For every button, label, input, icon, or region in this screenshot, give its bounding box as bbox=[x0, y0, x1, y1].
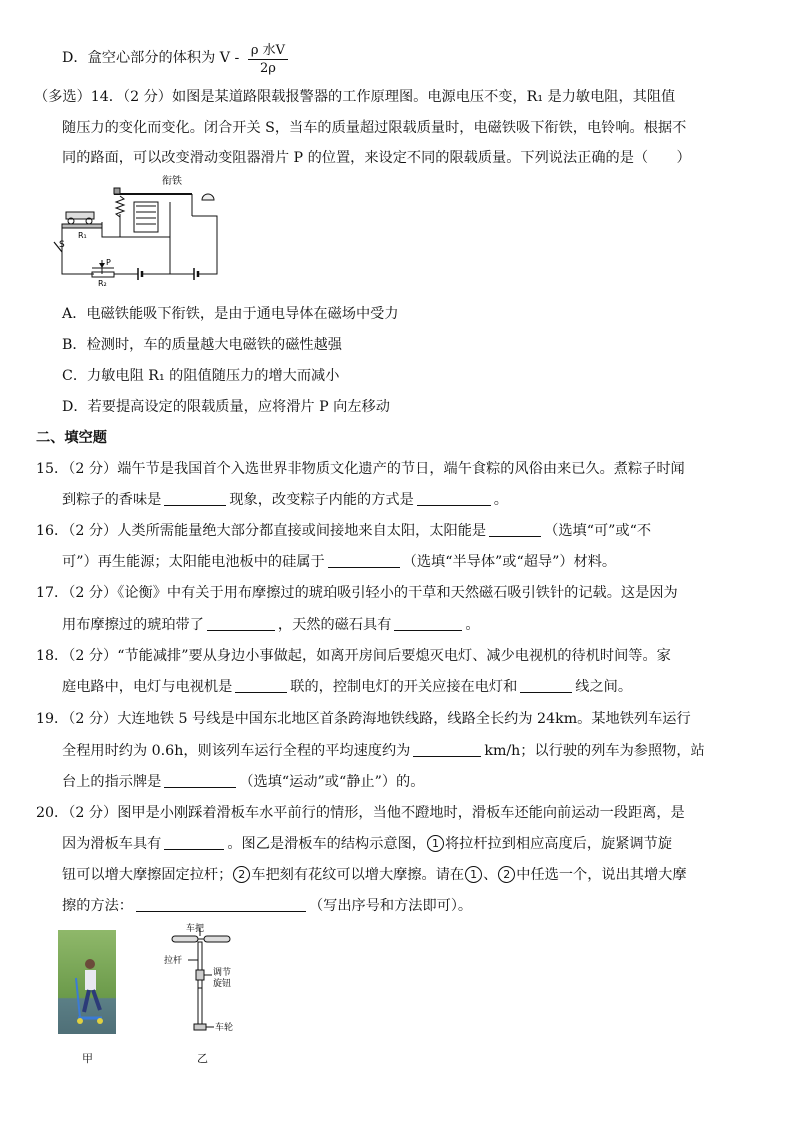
q16-text: （选填“半导体”或“超导”）材料。 bbox=[402, 554, 617, 570]
scooter-photo bbox=[58, 930, 116, 1034]
q18-text: 庭电路中，电灯与电视机是 bbox=[62, 679, 233, 695]
answer-blank[interactable] bbox=[235, 678, 287, 693]
q17-text: ，天然的磁石具有 bbox=[277, 617, 392, 633]
q17-text: 。 bbox=[465, 617, 480, 633]
q19-line3 bbox=[62, 772, 424, 792]
q18-text: 联的，控制电灯的开关应接在电灯和 bbox=[290, 679, 518, 695]
scooter-structure-figure bbox=[160, 922, 260, 1042]
section-title: 二、填空题 bbox=[36, 430, 107, 446]
circled-number: 2 bbox=[498, 866, 515, 883]
child-on-scooter-image bbox=[58, 930, 116, 1034]
q20-text: （写出序号和方法即可）。 bbox=[308, 898, 473, 914]
q20-text: 将拉杆拉到相应高度后，旋紧调节旋 bbox=[444, 836, 672, 852]
answer-blank[interactable] bbox=[520, 678, 572, 693]
handlebar-right bbox=[204, 936, 230, 942]
label-p: P bbox=[106, 258, 111, 267]
q20-text: 、 bbox=[483, 867, 498, 883]
circled-number: 2 bbox=[233, 866, 250, 883]
circled-number: 1 bbox=[427, 835, 444, 852]
q19-text: 台上的指示牌是 bbox=[62, 774, 162, 790]
fraction-numerator: ρ 水V bbox=[248, 42, 288, 60]
q15-text: 到粽子的香味是 bbox=[62, 492, 162, 508]
q14-option-c[interactable]: C．力敏电阻 R₁ 的阻值随压力的增大而减小 bbox=[62, 368, 340, 384]
answer-blank[interactable] bbox=[328, 553, 400, 568]
label-r1: R₁ bbox=[78, 231, 87, 240]
figure-label-jia: 甲 bbox=[82, 1052, 93, 1065]
r2-rheostat bbox=[92, 272, 114, 277]
spring bbox=[116, 196, 124, 217]
q20-text: 中任选一个，说出其增大摩 bbox=[516, 867, 687, 883]
q19-text: 全程用时约为 0.6h，则该列车运行全程的平均速度约为 bbox=[62, 743, 411, 759]
bell bbox=[202, 194, 214, 200]
q20-text: 因为滑板车具有 bbox=[62, 836, 162, 852]
q20-line4 bbox=[62, 896, 472, 916]
answer-blank[interactable] bbox=[394, 616, 462, 631]
q16-text: 16．（2 分）人类所需能量绝大部分都直接或间接地来自太阳，太阳能是 bbox=[36, 523, 487, 539]
adjust-knob bbox=[196, 970, 204, 980]
q16-line1 bbox=[36, 521, 651, 541]
label-knob-2: 旋钮 bbox=[213, 979, 232, 989]
q17-line2 bbox=[62, 615, 480, 635]
circuit-diagram bbox=[52, 172, 227, 287]
q19-line1: 19．（2 分）大连地铁 5 号线是中国东北地区首条跨海地铁线路，线路全长约为 24km。某地铁列车运行 bbox=[36, 711, 691, 727]
q20-text: 。图乙是滑板车的结构示意图， bbox=[227, 836, 426, 852]
label-switch: S bbox=[59, 240, 65, 250]
q20-text: 车把刻有花纹可以增大摩擦。请在 bbox=[251, 867, 465, 883]
answer-blank[interactable] bbox=[413, 742, 481, 757]
label-handle: 车把 bbox=[186, 924, 205, 934]
label-armature: 衔铁 bbox=[162, 176, 182, 187]
q20-text: 钮可以增大摩擦固定拉杆； bbox=[62, 867, 233, 883]
q19-text: km/h；以行驶的列车为参照物，站 bbox=[484, 743, 705, 759]
q18-text: 线之间。 bbox=[575, 679, 633, 695]
answer-blank[interactable] bbox=[164, 835, 224, 850]
q15-text: 。 bbox=[493, 492, 508, 508]
q17-text: 用布摩擦过的琥珀带了 bbox=[62, 617, 204, 633]
circled-number: 1 bbox=[465, 866, 482, 883]
q14-stem-line3: 同的路面，可以改变滑动变阻器滑片 P 的位置，来设定不同的限载质量。下列说法正确的是（ ） bbox=[62, 150, 691, 166]
q20-line1: 20．（2 分）图甲是小刚踩着滑板车水平前行的情形，当他不蹬地时，滑板车还能向前运动一段距离，是 bbox=[36, 805, 685, 821]
figure-label-yi: 乙 bbox=[197, 1052, 208, 1065]
q14-option-b[interactable]: B．检测时，车的质量越大电磁铁的磁性越强 bbox=[62, 337, 342, 353]
q16-text: 可”）再生能源；太阳能电池板中的硅属于 bbox=[62, 554, 325, 570]
q13-option-d-text: D．盒空心部分的体积为 V - bbox=[62, 50, 240, 66]
handlebar-left bbox=[172, 936, 198, 942]
r1-plate bbox=[62, 224, 102, 228]
q19-text: （选填“运动”或“静止”）的。 bbox=[239, 774, 425, 790]
wheel bbox=[194, 1024, 206, 1030]
q19-line2 bbox=[62, 741, 705, 761]
label-r2: R₂ bbox=[98, 279, 107, 287]
q13-option-d bbox=[62, 42, 288, 77]
answer-blank[interactable] bbox=[417, 491, 491, 506]
q14-option-a[interactable]: A．电磁铁能吸下衔铁，是由于通电导体在磁场中受力 bbox=[62, 306, 399, 322]
q20-line2 bbox=[62, 834, 672, 854]
q16-line2 bbox=[62, 552, 616, 572]
pull-rod bbox=[198, 942, 202, 988]
q18-line2 bbox=[62, 677, 632, 697]
slider-p bbox=[99, 263, 105, 268]
label-wheel: 车轮 bbox=[215, 1023, 234, 1033]
fraction bbox=[248, 42, 288, 77]
q16-text: （选填“可”或“不 bbox=[544, 523, 652, 539]
q14-circuit-figure bbox=[52, 172, 227, 287]
q20-line3 bbox=[62, 865, 687, 885]
label-knob-1: 调节 bbox=[213, 968, 232, 978]
q15-line2 bbox=[62, 490, 508, 510]
q20-text: 擦的方法： bbox=[62, 898, 133, 914]
fraction-denominator: 2ρ bbox=[259, 61, 276, 76]
q14-stem-line2: 随压力的变化而变化。闭合开关 S，当车的质量超过限载质量时，电磁铁吸下衔铁，电铃响。根据不 bbox=[62, 120, 687, 136]
q14-option-d[interactable]: D．若要提高设定的限载质量，应将滑片 P 向左移动 bbox=[62, 399, 390, 415]
answer-blank[interactable] bbox=[136, 897, 306, 912]
answer-blank[interactable] bbox=[164, 491, 226, 506]
answer-blank[interactable] bbox=[207, 616, 275, 631]
q15-line1: 15．（2 分）端午节是我国首个入选世界非物质文化遗产的节日，端午食粽的风俗由来已久。煮粽子时闻 bbox=[36, 461, 685, 477]
answer-blank[interactable] bbox=[489, 522, 541, 537]
q18-line1: 18．（2 分）“节能减排”要从身边小事做起，如离开房间后要熄灭电灯、减少电视机的待机时间等。家 bbox=[36, 648, 671, 664]
answer-blank[interactable] bbox=[164, 773, 236, 788]
q15-text: 现象，改变粽子内能的方式是 bbox=[229, 492, 414, 508]
q14-stem-line1: （多选）14．（2 分）如图是某道路限载报警器的工作原理图。电源电压不变，R₁ 是力敏电阻，其阻值 bbox=[34, 89, 676, 105]
q17-line1: 17．（2 分）《论衡》中有关于用布摩擦过的琥珀吸引轻小的干草和天然磁石吸引铁针的记载。这是因为 bbox=[36, 585, 678, 601]
scooter-diagram bbox=[160, 922, 260, 1042]
label-rod: 拉杆 bbox=[164, 956, 183, 966]
